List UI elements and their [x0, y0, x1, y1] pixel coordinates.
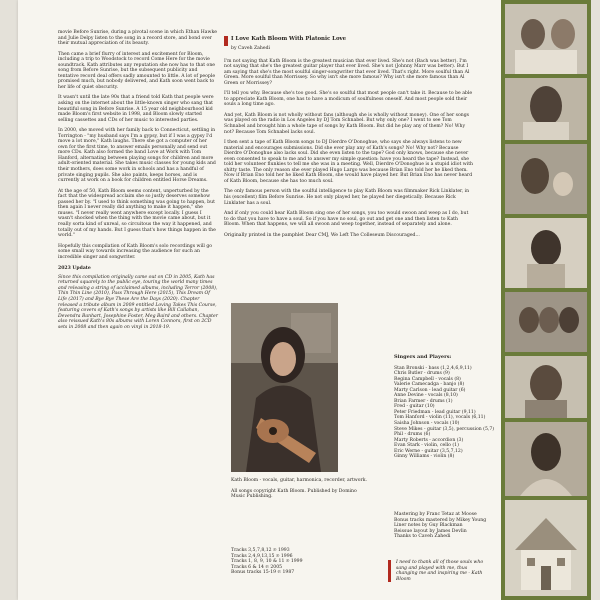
photo-thumbnail [505, 500, 587, 596]
kath-bloom-photo [231, 303, 338, 472]
paragraph: At the age of 50, Kath Bloom seems content, unperturbed by the fact that the widespread acclaim she so justly deserves somehow passed her by. "I used to think something was going to happen, but then again I never really did anything to make it happen," she muses. "I never really went anywhere except locally. I guess I wasn't shocked when the thing with the movie came about, but it really sorta kind of unreal, so circuitous the way it happened, and totally out of my hands. But I guess that's how things happen in the world." [58, 188, 216, 239]
paragraph: In 2000, she moved with her family back to Connecticut, settling in Torrington - "my husband says I'm a gypsy, but if I was a gypsy I'd move a lot more," Kath laughs. There she got a computer of her own for the first time, to answer emails personally and send out more CDs. Kath also formed the band Love at Work with Tom Hanford, alternating between playing songs for children and more adult-oriented material. She takes music classes for young kids and their mothers, does some work in schools and has a handful of private singing pupils. She also paints, keeps horses, and is currently at work on a book for children entitled Horse Dreams. [58, 128, 216, 184]
paragraph: movie Before Sunrise, during a pivotal scene in which Ethan Hawke and Julie Delpy listen to the song in a record store, and bond over their mutual appreciation of its beauty. [58, 30, 217, 47]
paragraph: Hopefully this compilation of Kath Bloom's solo recordings will go some small way towards increasing the audience for such an incredible singer and songwriter. [58, 243, 213, 260]
singers-title: Singers and Players: [394, 354, 452, 360]
photo-thumbnail [505, 144, 587, 214]
caption-line: Kath Bloom - vocals, guitar, harmonica, recorder, artwork. [231, 478, 367, 483]
list-item: Fred - guitar (10) [394, 404, 435, 410]
paragraph: The only famous person with the soulful intelligence to play Kath Bloom was filmmaker Rick Linklater, in his (excellent) film Before Sunrise. He not only played her, he played her diegetically. Because Rick Linklater has a soul. [224, 189, 470, 206]
caption-line: All songs copyright Kath Bloom. Published by Domino Music Publishing. [231, 488, 357, 500]
photo-thumbnail [505, 218, 587, 288]
list-item: Marty Roberts - accordion (3) [394, 437, 464, 443]
paragraph: And yet, Kath Bloom is not wholly without fans (although she is wholly without money). One of her songs was played on the radio in Los Angeles by DJ Tom Schnabel. But why only one? I went to see Tom Schnabel and brought him a whole tape of songs by Kath Bloom. But did he play any of them? No! Why not? Because Tom Schnabel lacks soul. [224, 112, 470, 135]
paragraph: Then came a brief flurry of interest and excitement for Bloom, including a trip to Woodstock to record Come Here for the movie soundtrack. Kath attributes any reputation she now has to that one song from Before Sunrise, but the subsequent publicity and tentative record deal offers sadly amounted to little. A lot of people promised much, but nobody delivered, and Kath soon went back to her life of quiet obscurity. [58, 51, 216, 90]
track-line: Tracks 1, 8, 9, 10 & 11 ℗ 1999 [231, 559, 303, 565]
track-line: Bonus tracks 15-19 ℗ 1987 [231, 570, 295, 576]
photo-thumbnail [505, 292, 587, 352]
track-line: Tracks 6 & 14 ℗ 2005 [231, 564, 283, 570]
article-header [224, 36, 474, 46]
singers-players [394, 354, 495, 460]
paragraph: It wasn't until the late 90s that a friend told Kath that people were asking on the internet about the little-known singer who sang that beautiful song in Before Sunrise. A 15 year old neighbourhood kid made Bloom's first website in 1998, and Bloom slowly started selling cassettes and CDs of her music to interested parties. [58, 95, 214, 123]
list-item: Phil - drums (6) [394, 432, 431, 438]
list-item: Anne Devine - vocals (8,10) [394, 393, 458, 399]
paragraph: Originally printed in the pamphlet Dear CMJ, We Left The Colleseum Discouraged... [224, 232, 420, 238]
liner-notes-page [18, 0, 573, 600]
credit-line: Bonus tracks mastered by Mikey Young [394, 517, 487, 523]
photo-thumbnail [505, 78, 587, 140]
credit-line: Mastering by Franc Tetaz at Moose [394, 512, 477, 517]
article-byline: by Caveh Zahedi [231, 46, 270, 51]
accent-bar [388, 560, 391, 582]
production-credits [394, 512, 494, 540]
photo-strip [501, 0, 591, 600]
track-copyrights [231, 548, 303, 576]
list-item: Ginny Williams - violin (8) [394, 454, 455, 460]
photo-thumbnail [505, 4, 587, 74]
paragraph: I'll tell you why. Because she's too good. She's so soulful that most people can't take it. Because to be able to appreciate Kath Bloom, one has to have a modicum of soulfulness oneself. And most people sold their souls a long time ago. [224, 91, 473, 108]
article-column [224, 36, 474, 243]
credit-line: Liner notes by Guy Blackman [394, 523, 463, 529]
singers-list [394, 365, 495, 460]
credit-line: Thanks to Caveh Zahedi [394, 534, 451, 540]
list-item: Chris Butler - drums (9) [394, 371, 450, 377]
paragraph: I'm not saying that Kath Bloom is the greatest musician that ever lived. She's not (Bach was better). I'm not saying that she's the greatest guitar player that ever lived. She's not (Johnny Marr was better). But I am saying that she's the most soulful singer-songwriter that ever lived. That's right. More soulful than Al Green. More soulful than Morrissey. So why isn't she more famous? Why isn't she more famous than Al Green or Morrissey? [224, 58, 470, 86]
list-item: Stan Bronski - bass (1,2,4,6,9,11) [394, 365, 472, 371]
paragraph: And if only you could hear Kath Bloom sing one of her songs, you too would swoon and weep as I do, but to do that you have to have a soul. So if you have no soul, go out and get one and then listen to Kath Bloom. When that happens, we will all swoon and weep together, instead of separately and alone. [224, 211, 469, 228]
list-item: Evan Stark - violin, cello (1) [394, 443, 459, 449]
track-line: Tracks 2,4,9,13,15 ℗ 1996 [231, 553, 293, 559]
accent-bar [224, 36, 228, 46]
update-paragraph: Since this compilation originally came out on CD in 2005, Kath has returned squarely to the public eye, touring the world many times and releasing a string of acclaimed albums, including Terror (2008), Thin Thin Line (2010), Pass Through Here (2015), This Dream Of Life (2017) and Bye Bye These Are the Days (2020). Chapter released a tribute album in 2009 entitled Loving Takes This Course, featuring covers of Kath's songs by artists like Bill Callahan, Devendra Banhart, Josephine Foster, Meg Baird and others. Chapter also reissued Kath's 80s albums with Loren Connors, first on 2CD sets in 2008 and then again on vinyl in 2018-19. [58, 274, 218, 330]
list-item: Saisha Johnson - vocals (10) [394, 421, 460, 427]
thanks-text: I need to thank all of those souls who sang and played with me, thus changing me and inspiring me - Kath Bloom [396, 560, 484, 582]
credit-line: Reissue layout by James Devlin [394, 528, 467, 534]
list-item: Tom Hanford - violin (11), vocals (6,11) [394, 415, 486, 421]
update-heading: 2023 Update [58, 266, 91, 272]
list-item: Brian Farmer - drums (1) [394, 398, 453, 404]
list-item: Eric Werne - guitar (3,5,7,12) [394, 448, 463, 454]
photo-thumbnail [505, 422, 587, 496]
photo-caption [231, 478, 371, 505]
thanks-note [388, 560, 486, 582]
list-item: Valerie Camecadga - banjo (8) [394, 382, 465, 388]
track-line: Tracks 3,5,7,8,12 ℗ 1993 [231, 548, 290, 553]
photo-thumbnail [505, 356, 587, 418]
column-left [58, 30, 218, 335]
paragraph: I then sent a tape of Kath Bloom songs to DJ Dierdre O'Donoghue, who says she always listens to new material and encourages submissions. Did she ever play any of Kath's songs? No! Why not? Because Dierdre O'Donoghue also lacks soul. Did she even listen to the tape? God only knows, because she never even consented to speak to me and to answer my simple question: have you heard the tape? Instead, she told her volunteer flunkies to tell me she was in a meeting. Well, Dierdre O'Donoghue is a stupid idiot with shitty taste. The only reason she ever played Hugo Largo was because Brian Eno told her he liked them. Now if Brian Eno told her he liked Kath Bloom, she would have played her. But Brian Eno has never heard of Kath Bloom, because she has too much soul. [224, 140, 473, 184]
list-item: Marty Carlson - lead guitar (6) [394, 387, 466, 393]
list-item: Steve Mikes - guitar (3,5), percussion (5,7) [394, 426, 495, 432]
list-item: Peter Friedman - lead guitar (9,11) [394, 409, 476, 415]
article-title: I Love Kath Bloom With Platonic Love [231, 36, 347, 42]
list-item: Regina Campbell - vocals (8) [394, 376, 461, 382]
